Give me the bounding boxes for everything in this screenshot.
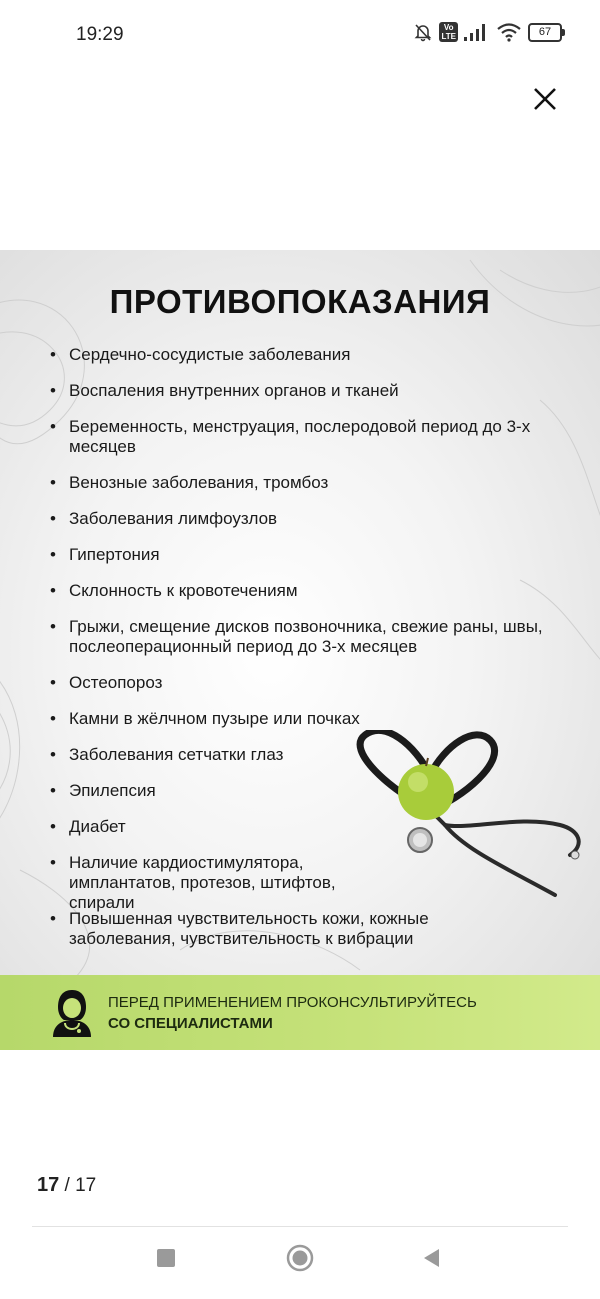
current-page: 17 — [37, 1174, 60, 1196]
list-item-text: Остеопороз — [69, 673, 163, 692]
bullet: • — [50, 853, 56, 872]
bullet: • — [50, 745, 56, 764]
recent-apps-button[interactable] — [146, 1238, 186, 1278]
bullet: • — [50, 817, 56, 836]
bullet: • — [50, 673, 56, 692]
bullet: • — [50, 509, 56, 528]
consult-banner — [0, 975, 600, 1050]
status-bar — [0, 0, 600, 70]
bullet: • — [50, 909, 56, 928]
divider — [32, 1226, 568, 1227]
bullet: • — [50, 473, 56, 492]
wifi-icon — [496, 22, 522, 42]
list-item-text: Воспаления внутренних органов и тканей — [69, 381, 399, 400]
home-icon — [285, 1243, 315, 1273]
page-separator: / — [59, 1175, 76, 1196]
bullet: • — [50, 781, 56, 800]
mute-bell-icon — [413, 22, 433, 42]
status-icons — [413, 22, 562, 42]
bullet: • — [50, 381, 56, 400]
list-item-text: Повышенная чувствительность кожи, кожные заболевания, чувствительность к вибрации — [69, 909, 429, 948]
bullet: • — [50, 545, 56, 564]
list-item-text: Беременность, менструация, послеродовой период до 3-х месяцев — [69, 417, 531, 456]
total-pages: 17 — [75, 1175, 97, 1196]
banner-text — [108, 992, 477, 1034]
list-item-text: Заболевания лимфоузлов — [69, 509, 278, 528]
recent-apps-icon — [155, 1247, 177, 1269]
close-button[interactable] — [526, 80, 564, 118]
list-item-text: Склонность к кровотечениям — [69, 581, 298, 600]
bullet: • — [50, 709, 56, 728]
list-item-text: Грыжи, смещение дисков позвоночника, свежие раны, швы, послеоперационный период до 3-х месяцев — [69, 617, 543, 656]
back-button[interactable] — [412, 1238, 452, 1278]
bullet: • — [50, 345, 56, 364]
back-icon — [421, 1247, 443, 1269]
status-time: 19:29 — [76, 24, 124, 45]
list-item-text: Диабет — [69, 817, 126, 836]
banner-line-2: СО СПЕЦИАЛИСТАМИ — [108, 1015, 273, 1032]
signal-icon — [464, 23, 490, 41]
list-item-text: Наличие кардиостимулятора, имплантатов, протезов, штифтов, спирали — [69, 853, 336, 912]
list-item-text: Сердечно-сосудистые заболевания — [69, 345, 351, 364]
bullet: • — [50, 417, 56, 436]
bullet: • — [50, 581, 56, 600]
list-item-text: Эпилепсия — [69, 781, 156, 800]
slide-image[interactable] — [0, 250, 600, 1050]
doctor-icon — [50, 987, 94, 1037]
slide-title: ПРОТИВОПОКАЗАНИЯ — [109, 283, 491, 320]
list-item-text: Гипертония — [69, 545, 160, 564]
battery-indicator: 67 — [528, 23, 562, 42]
bullet: • — [50, 617, 56, 636]
home-button[interactable] — [280, 1238, 320, 1278]
list-item-text: Камни в жёлчном пузыре или почках — [69, 709, 360, 728]
banner-line-1: ПЕРЕД ПРИМЕНЕНИЕМ ПРОКОНСУЛЬТИРУЙТЕСЬ — [108, 994, 477, 1011]
close-icon — [533, 87, 557, 111]
volte-icon: Vo LTE — [441, 23, 456, 41]
list-item-text: Венозные заболевания, тромбоз — [69, 473, 329, 492]
list-item-text: Заболевания сетчатки глаз — [69, 745, 284, 764]
stethoscope-apple-illustration — [350, 730, 600, 930]
page-counter — [37, 1174, 96, 1197]
